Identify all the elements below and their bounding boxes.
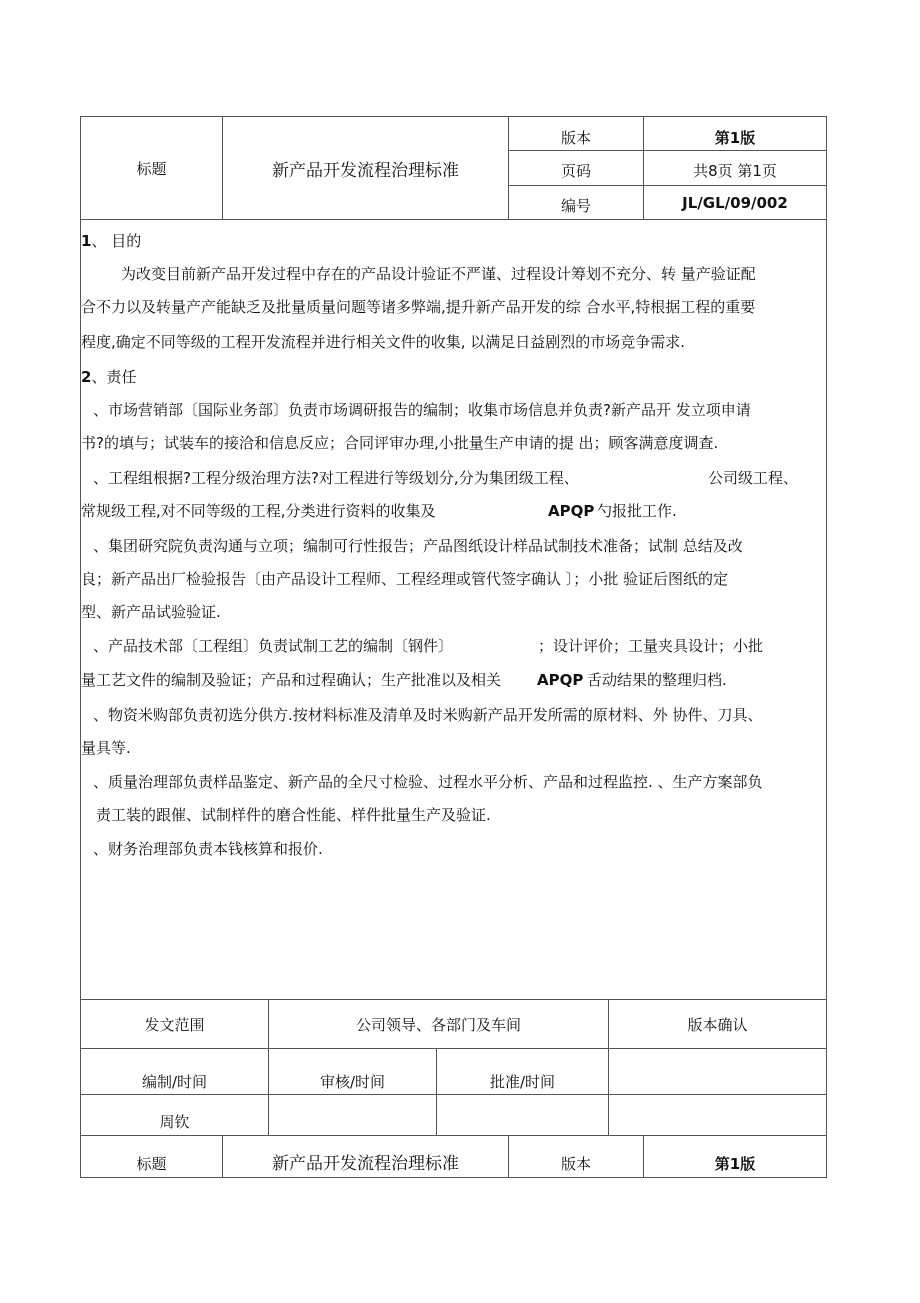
number-label: 编号 [560,197,591,215]
resp-tech-2: 量工艺文件的编制及验证；产品和过程确认；生产批准以及相关 [81,671,502,689]
title-label: 标题 [136,159,167,178]
resp-project-apqp: APQP [548,502,595,520]
resp-quality-1: 、质量治理部负责样品鉴定、新产品的全尺寸检验、过程水平分析、产品和过程监控. 、生产方案部负 [93,773,763,791]
resp-project-2b: 勺报批工作. [597,502,677,520]
resp-purchasing-1: 、物资米购部负责初选分供方.按材料标准及清单及时米购新产品开发所需的原材料、外 协件、刀具、 [93,706,763,724]
resp-tech-2b: 舌动结果的整理归档. [587,671,727,689]
version-value: 第1版 [714,128,756,147]
scope-label: 发文范围 [144,1015,205,1034]
resp-tech-apqp: APQP [537,671,584,689]
document-title-2: 新产品开发流程治理标准 [272,1153,459,1174]
purpose-line-3: 程度,确定不同等级的工程开发流程并进行相关文件的收集, 以满足日益剧烈的市场竞争需求. [81,333,686,351]
resp-tech-1b: ；设计评价；工量夹具设计；小批 [538,637,764,655]
section-1-heading: 1、 目的 [81,232,142,250]
page-value: 共8页 第1页 [693,161,777,180]
resp-institute-1: 、集团研究院负责沟通与立项；编制可行性报告；产品图纸设计样品试制技术准备；试制 总结及改 [93,537,743,555]
resp-project-1b: 公司级工程、 [708,469,799,487]
scope-value: 公司领导、各部门及车间 [355,1015,521,1034]
editor-name: 周钦 [159,1112,190,1131]
number-value: JL/GL/09/002 [682,193,788,212]
resp-marketing-2: 书?的填与；试装车的接洽和信息反应；合同评审办理,小批量生产申请的提 出；顾客满意度调查. [81,434,719,452]
page-label: 页码 [560,161,591,180]
version-label: 版本 [560,128,591,147]
resp-project-2: 常规级工程,对不同等级的工程,分类进行资料的收集及 [81,502,436,520]
version-label-2: 版本 [560,1154,591,1173]
purpose-line-1: 为改变目前新产品开发过程中存在的产品设计验证不严谨、过程设计筹划不充分、转 量产验证配 [121,265,756,283]
purpose-line-2: 合不力以及转量产产能缺乏及批量质量问题等诸多弊端,提升新产品开发的综 合水平,特根据工程的重要 [81,298,756,316]
resp-institute-2: 良；新产品出厂检验报告〔由产品设计工程师、工程经理或管代签字确认 〕；小批 验证后图纸的定 [81,570,729,588]
resp-marketing-1: 、市场营销部〔国际业务部〕负责市场调研报告的编制；收集市场信息并负责?新产品开 发立项申请 [93,401,751,419]
approve-time-label: 批准/时间 [489,1072,556,1091]
resp-quality-2: 责工装的跟催、试制样件的磨合性能、样件批量生产及验证. [96,806,491,824]
resp-purchasing-2: 量具等. [81,739,131,757]
version-value-2: 第1版 [714,1154,756,1173]
resp-project-1: 、工程组根据?工程分级治理方法?对工程进行等级划分,分为集团级工程、 [93,469,579,487]
title-label-2: 标题 [136,1154,167,1173]
section-2-heading: 2、责任 [81,368,137,386]
resp-tech-1: 、产品技术部〔工程组〕负责试制工艺的编制〔钢件〕 [93,637,454,655]
version-confirm-label: 版本确认 [687,1015,748,1034]
resp-institute-3: 型、新产品试验验证. [81,603,221,621]
document-title: 新产品开发流程治理标准 [272,160,459,181]
resp-finance: 、财务治理部负责本钱核算和报价. [93,840,323,858]
editor-time-label: 编制/时间 [141,1072,208,1091]
review-time-label: 审核/时间 [319,1072,386,1091]
